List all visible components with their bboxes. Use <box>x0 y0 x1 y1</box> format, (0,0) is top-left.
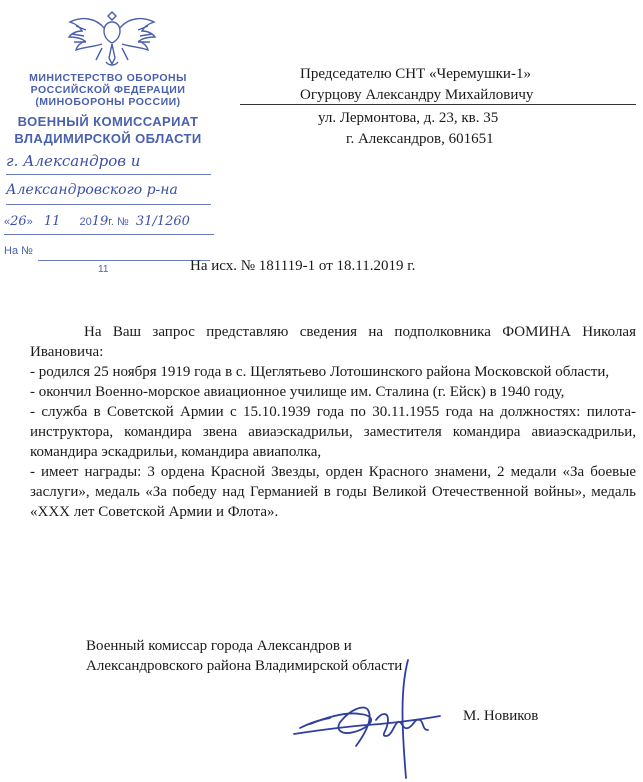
ministry-line-1: МИНИСТЕРСТВО ОБОРОНЫ <box>29 72 187 84</box>
body-item-service: - служба в Советской Армии с 15.10.1939 года по 30.11.1955 года на должностях: пилота-инструктора, командира звена авиаэскадрильи, заместителя командира авиаэскадрильи, командира эскадрильи, командира авиаполка, <box>30 404 636 460</box>
signatory-title-line-1: Военный комиссар города Александров и <box>86 638 352 654</box>
office-stamp <box>2 113 214 147</box>
recipient-line-4: г. Александров, 601651 <box>346 131 494 147</box>
date-number-line <box>4 214 214 235</box>
ministry-line-2: РОССИЙСКОЙ ФЕДЕРАЦИИ <box>30 84 186 96</box>
recipient-underline <box>240 104 636 105</box>
body-item-awards: - имеет награды: 3 ордена Красной Звезды, орден Красного знамени, 2 медали «За боевые заслуги», медаль «За победу над Германией в годы Великой Отечественной войны», медаль «XXX лет Советской Армии и Флота». <box>30 464 636 520</box>
recipient-line-3: ул. Лермонтова, д. 23, кв. 35 <box>318 110 499 126</box>
reference-line: На исх. № 181119-1 от 18.11.2019 г. <box>190 258 416 274</box>
date-year: 19 <box>91 214 109 229</box>
office-line-1: ВОЕННЫЙ КОМИССАРИАТ <box>17 114 199 129</box>
ministry-stamp <box>6 72 210 108</box>
recipient-line-1: Председателю СНТ «Черемушки-1» <box>300 66 531 82</box>
office-line-2: ВЛАДИМИРСКОЙ ОБЛАСТИ <box>14 131 202 146</box>
outgoing-number: 31/1260 <box>135 214 190 229</box>
date-quote-open: « <box>4 216 11 228</box>
date-year-prefix: 20 <box>79 216 92 228</box>
handwritten-city-line-2: Александровского р-на <box>6 182 211 205</box>
date-number-prefix: г. № <box>108 216 129 228</box>
body-item-education: - окончил Военно-морское авиационное училище им. Сталина (г. Ейск) в 1940 году, <box>30 384 565 400</box>
na-number-label: На № <box>4 245 33 257</box>
recipient-line-2: Огурцову Александру Михайловичу <box>300 87 534 103</box>
body-item-birth: - родился 25 ноября 1919 года в с. Щеглятьево Лотошинского района Московской области, <box>30 364 610 380</box>
signature-mark <box>290 650 450 780</box>
date-quote-close: » <box>26 216 33 228</box>
handwritten-city-line-1: г. Александров и <box>6 152 211 175</box>
date-day: 26 <box>10 214 27 229</box>
signatory-name: М. Новиков <box>463 708 539 724</box>
body-intro: На Ваш запрос представляю сведения на подполковника ФОМИНА Николая Ивановича: <box>30 324 636 360</box>
letter-body <box>30 322 636 522</box>
eagle-emblem-icon <box>62 4 162 74</box>
na-number-underline <box>38 260 210 261</box>
ministry-line-3: (МИНОБОРОНЫ РОССИИ) <box>35 96 181 108</box>
date-month: 11 <box>43 214 61 229</box>
na-number-sub: 11 <box>98 264 109 275</box>
signatory-title-line-2: Александровского района Владимирской области <box>86 658 403 674</box>
